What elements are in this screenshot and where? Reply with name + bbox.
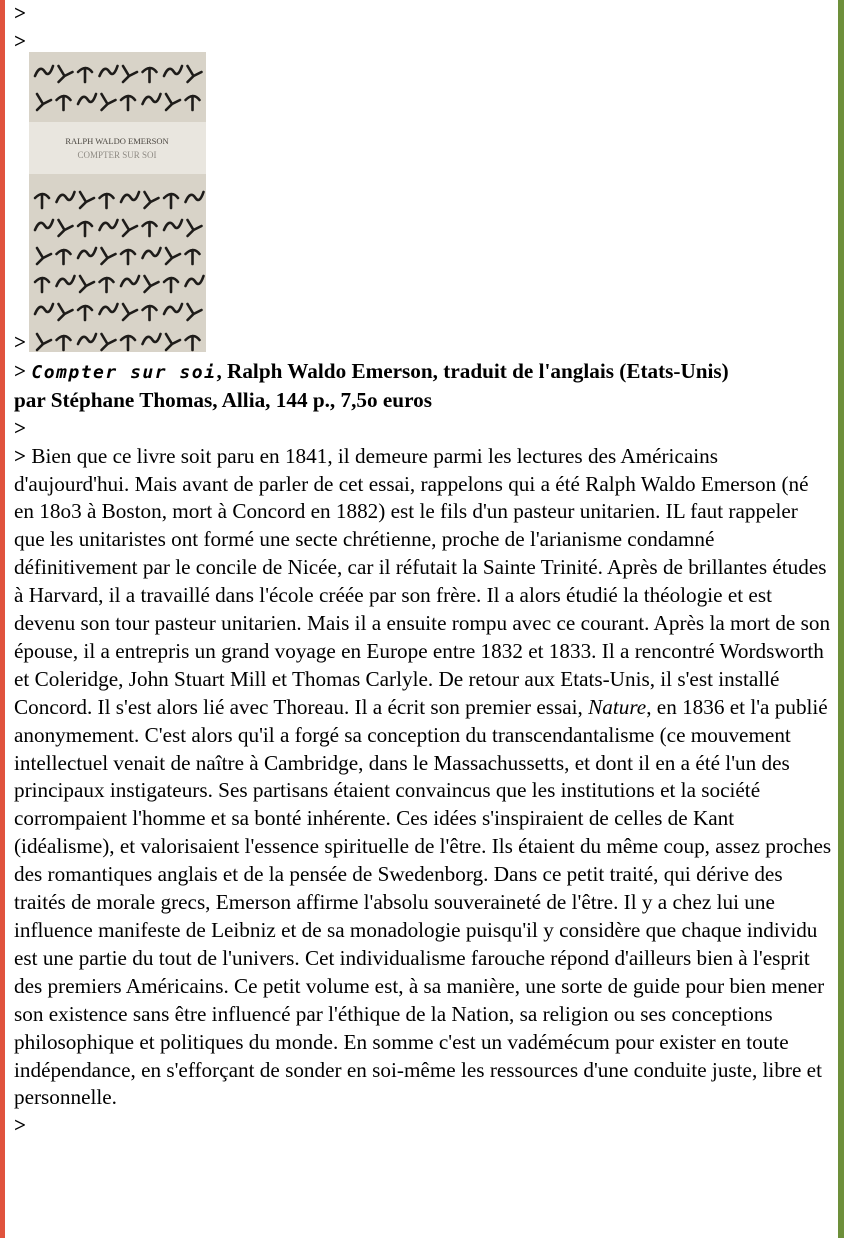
right-border-bar [838,0,844,1238]
quote-marker: > [14,415,27,440]
quote-marker: > [14,329,27,354]
cover-line [14,52,832,352]
book-cover-image[interactable] [29,52,206,352]
article-text-part1: Bien que ce livre soit paru en 1841, il demeure parmi les lectures des Américains d'aujourd'hui. Mais avant de parler de cet essai, rappelons qui a été Ralph Waldo Emerson (né en 18o3 à Boston, mort à Concord en 1882) est le fils d'un pasteur unitarien. IL faut rappeler que les unitaristes ont formé une secte chrétienne, proche de l'arianisme condamné définitivement par le concile de Nicée, car il réfutait la Sainte Trinité. Après de brillantes études à Harvard, il a travaillé dans l'école créée par son frère. Il a alors étudié la théologie et est devenu son tour pasteur unitarien. Mais il a ensuite rompu avec ce courant. Après la mort de son épouse, il a entrepris un grand voyage en Europe entre 1832 et 1833. Il a rencontré Wordsworth et Coleridge, John Stuart Mill et Thomas Carlyle. De retour aux Etats-Unis, il s'est installé Concord. Il s'est alors lié avec Thoreau. Il a écrit son premier essai, [14,443,831,719]
book-info-heading [14,358,832,415]
quote-marker: > [14,358,27,383]
cover-author: RALPH WALDO EMERSON [65,135,169,146]
quote-marker: > [14,1,27,25]
quote-line-end [14,1112,832,1140]
book-title: Compter sur soi [31,361,217,383]
quote-marker: > [14,28,27,53]
quote-line-1 [14,0,832,28]
book-details-line2: par Stéphane Thomas, Allia, 144 p., 7,5o euros [14,387,432,412]
book-details-line1: , Ralph Waldo Emerson, traduit de l'anglais (Etats-Unis) [216,358,729,383]
article-text-part2: , en 1836 et l'a publié anonymement. C'est alors qu'il a forgé sa conception du transcendantalisme (ce mouvement intellectuel venait de naître à Cambridge, dans le Massachussetts, et dont il en a été l'un des principaux instigateurs. Ses partisans étaient convaincus que les institutions et la société corrompaient l'homme et sa bonté inhérente. Ces idées s'inspiraient de celles de Kant (idéalisme), et valorisaient l'essence spirituelle de l'être. Ils étaient du même coup, assez proches des romantiques anglais et de la pensée de Swedenborg. Dans ce petit traité, qui dérive des traités de morale grecs, Emerson affirme l'absolu souveraineté de l'être. Il y a chez lui une influence manifeste de Leibniz et de sa monadologie puisqu'il y considère que chaque individu est une partie du tout de l'univers. Cet individualisme farouche répond d'ailleurs bien à l'esprit des premiers Américains. Ce petit volume est, à sa manière, une sorte de guide pour bien mener son existence sans être influencé par l'éthique de la Nation, sa religion ou ses conceptions philosophique et politiques du monde. En somme c'est un vadémécum pour exister en toute indépendance, en s'efforçant de sonder en soi-même les ressources d'une conduite juste, libre et personnelle. [14,694,832,1110]
cover-title: COMPTER SUR SOI [77,149,157,160]
email-quoted-content [14,0,832,1140]
quote-marker: > [14,443,27,468]
book-cover-art [29,52,206,352]
quote-line-empty [14,415,832,443]
quote-marker: > [14,1113,27,1138]
quote-line-2 [14,28,832,52]
article-paragraph [14,443,832,1113]
left-border-bar [0,0,5,1238]
nature-title: Nature [588,694,647,719]
